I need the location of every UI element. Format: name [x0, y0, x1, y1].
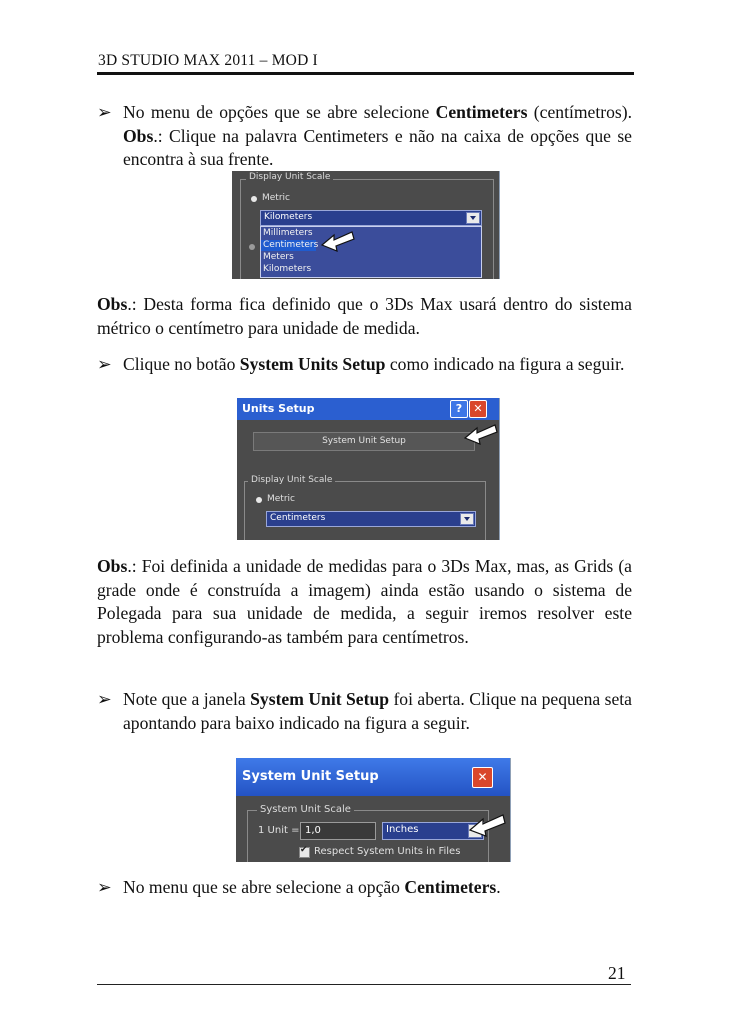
step-4-text: No menu que se abre selecione a opção Centimeters. [123, 877, 501, 897]
running-header: 3D STUDIO MAX 2011 – MOD I [98, 52, 318, 69]
chevron-down-icon[interactable] [460, 513, 474, 525]
units-dropdown-list[interactable] [260, 226, 482, 278]
unit-value-input[interactable] [300, 822, 376, 840]
radio-other[interactable] [249, 244, 255, 250]
obs-1: Obs.: Desta forma fica definido que o 3Ds Max usará dentro do sistema métrico o centímetro para unidade de medida. [97, 294, 632, 338]
combo-value: Centimeters [270, 513, 326, 523]
option-kilometers[interactable]: Kilometers [263, 264, 312, 274]
window-title: System Unit Setup [242, 769, 379, 784]
bullet-icon: ➢ [97, 689, 112, 709]
unit-value: 1,0 [305, 825, 321, 836]
screenshot-display-unit-dropdown [232, 171, 500, 279]
close-button[interactable]: ✕ [472, 767, 493, 788]
pointer-arrow-icon [468, 812, 508, 840]
window-title: Units Setup [242, 402, 315, 415]
screenshot-system-unit-setup [236, 758, 511, 862]
pointer-arrow-icon [320, 229, 356, 255]
step-1 [97, 101, 632, 172]
chevron-down-icon[interactable] [466, 212, 480, 224]
step-1-text: No menu de opções que se abre selecione Centimeters (centímetros). Obs.: Clique na palavra Centimeters e não na caixa de opções que se encontra à sua frente. [123, 102, 632, 169]
bullet-icon: ➢ [97, 102, 112, 122]
help-button[interactable]: ? [450, 400, 468, 418]
units-combo[interactable] [266, 511, 476, 527]
step-3 [97, 688, 632, 735]
units-combo[interactable] [260, 210, 482, 226]
step-3-text: Note que a janela System Unit Setup foi aberta. Clique na pequena seta apontando para baixo indicado na figura a seguir. [123, 689, 632, 733]
group-label: Display Unit Scale [248, 475, 335, 485]
combo-value: Inches [386, 824, 419, 835]
option-meters[interactable]: Meters [263, 252, 294, 262]
bullet-icon: ➢ [97, 877, 112, 897]
screenshot-units-setup [237, 398, 500, 540]
header-rule [97, 72, 634, 75]
radio-metric-label: Metric [262, 193, 290, 203]
step-2-text: Clique no botão System Units Setup como indicado na figura a seguir. [123, 354, 625, 374]
step-2 [97, 353, 632, 377]
radio-metric-label: Metric [267, 494, 295, 504]
footer-rule [97, 984, 631, 985]
option-centimeters[interactable]: Centimeters [263, 240, 319, 250]
page-number: 21 [608, 963, 626, 983]
combo-value: Kilometers [264, 212, 313, 222]
titlebar [237, 398, 499, 420]
pointer-arrow-icon [463, 422, 499, 448]
group-label: System Unit Scale [257, 804, 354, 815]
checkbox-label: Respect System Units in Files [314, 846, 461, 857]
obs-2: Obs.: Foi definida a unidade de medidas para o 3Ds Max, mas, as Grids (a grade onde é construída a imagem) ainda estão usando o sistema de Polegada para sua unidade de medida, a seguir iremos resolver este problema configurando-as também para centímetros. [97, 556, 632, 647]
titlebar [236, 758, 510, 796]
radio-metric[interactable] [256, 497, 262, 503]
radio-metric[interactable] [251, 196, 257, 202]
respect-units-checkbox[interactable] [299, 847, 310, 858]
system-unit-setup-button[interactable]: System Unit Setup [253, 432, 475, 451]
option-millimeters[interactable]: Millimeters [263, 228, 313, 238]
bullet-icon: ➢ [97, 354, 112, 374]
close-button[interactable]: ✕ [469, 400, 487, 418]
step-4 [97, 876, 632, 900]
group-label: Display Unit Scale [246, 172, 333, 182]
unit-label: 1 Unit = [258, 825, 300, 836]
